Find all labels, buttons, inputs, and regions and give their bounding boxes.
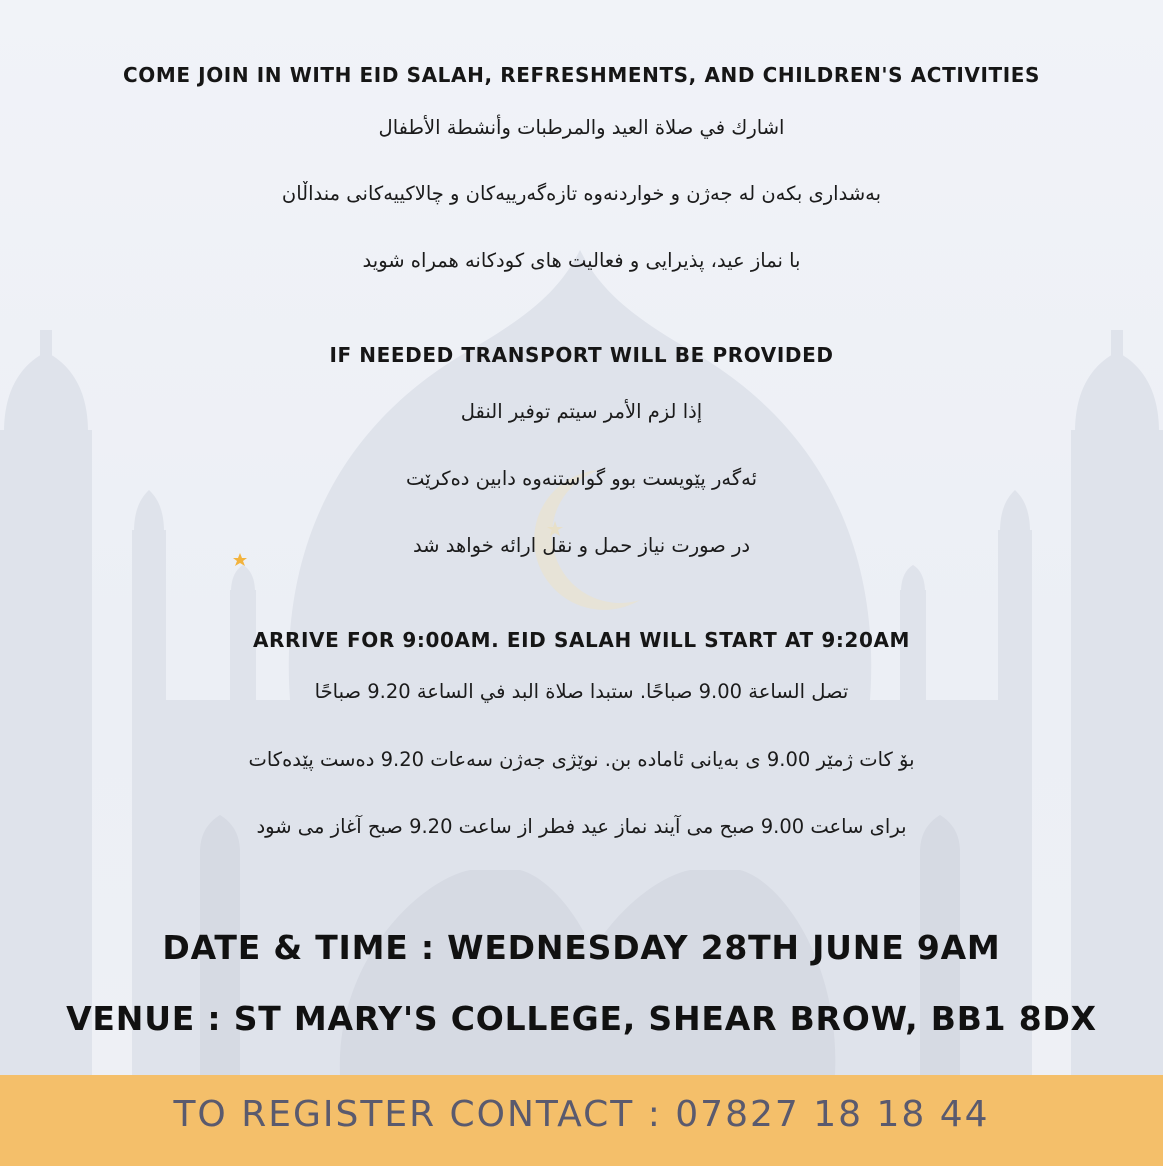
section-heading: ARRIVE FOR 9:00AM. EID SALAH WILL START AT 9:20AM — [252, 628, 911, 652]
arabic-translation: اشارك في صلاة العيد والمرطبات وأنشطة الأطفال — [378, 116, 785, 139]
venue: VENUE : ST MARY'S COLLEGE, SHEAR BROW, BB1 8DX — [66, 999, 1097, 1038]
kurdish-translation: بۆ کات ژمێر 9.00 ی بەیانی ئامادە بن. نوێژی جەژن سەعات 9.20 دەست پێدەکات — [248, 748, 915, 771]
section-heading: COME JOIN IN WITH EID SALAH, REFRESHMENTS, AND CHILDREN'S ACTIVITIES — [122, 63, 1041, 87]
section-heading: IF NEEDED TRANSPORT WILL BE PROVIDED — [329, 343, 834, 367]
arabic-translation: إذا لزم الأمر سيتم توفير النقل — [460, 400, 703, 423]
persian-translation: با نماز عید، پذیرایی و فعالیت های کودکانه همراه شوید — [362, 249, 801, 272]
kurdish-translation: ئەگەر پێویست بوو گواستنەوە دابین دەکرێت — [405, 467, 758, 490]
arabic-translation: تصل الساعة 9.00 صباحًا. ستبدا صلاة البد في الساعة 9.20 صباحًا — [314, 680, 849, 703]
date-time: DATE & TIME : WEDNESDAY 28TH JUNE 9AM — [162, 928, 1001, 967]
kurdish-translation: بەشداری بکەن لە جەژن و خواردنەوە تازەگەرییەکان و چالاکییەکانی منداڵان — [281, 182, 882, 205]
register-contact: TO REGISTER CONTACT : 07827 18 18 44 — [173, 1094, 990, 1135]
persian-translation: برای ساعت 9.00 صبح می آیند نماز عید فطر از ساعت 9.20 صبح آغاز می شود — [256, 815, 907, 838]
persian-translation: در صورت نیاز حمل و نقل ارائه خواهد شد — [412, 534, 751, 557]
